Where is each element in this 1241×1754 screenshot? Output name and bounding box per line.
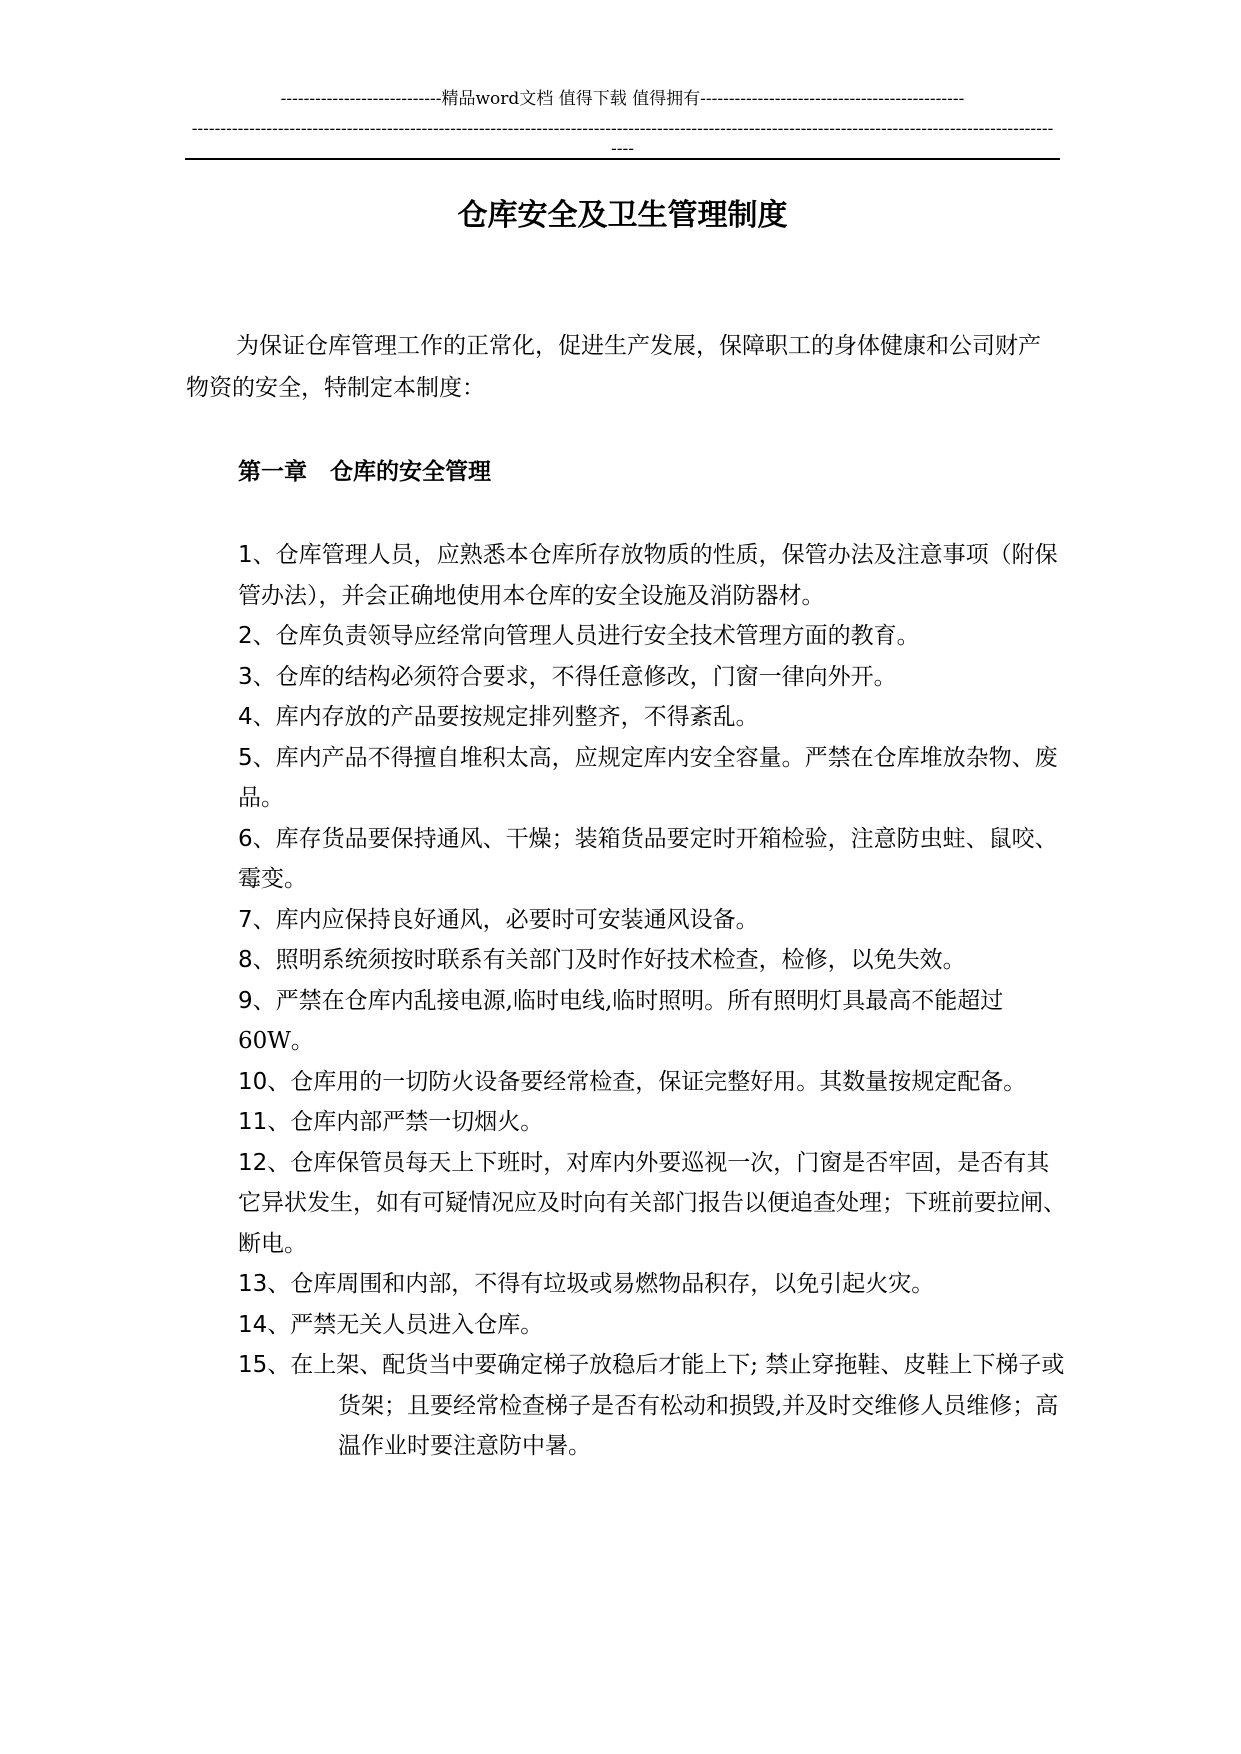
item-number: 15、 [238, 1352, 291, 1378]
item-number: 3、 [238, 663, 276, 690]
item-number: 8、 [238, 947, 276, 973]
item-text: 仓库用的一切防火设备要经常检查，保证完整好用。其数量按规定配备。 [290, 1068, 1027, 1095]
item-text: 库内产品不得擅自堆积太高，应规定库内安全容量。严禁在仓库堆放杂物、废品。 [238, 744, 1058, 811]
list-item [238, 738, 1068, 819]
header-line-1: ----------------------------精品word文档 值得下载 值得拥有---------------------------------------------- [280, 89, 965, 109]
item-text: 仓库周围和内部，不得有垃圾或易燃物品积存，以免引起火灾。 [290, 1271, 935, 1297]
item-number: 10、 [238, 1068, 291, 1095]
item-number: 7、 [238, 906, 276, 933]
item-text: 仓库保管员每天上下班时，对库内外要巡视一次，门窗是否牢固，是否有其它异状发生，如有可疑情况应及时向有关部门报告以便追查处理；下班前要拉闸、断电。 [238, 1149, 1066, 1257]
list-item [238, 535, 1068, 616]
list-item [238, 819, 1068, 900]
list-item [238, 657, 1068, 698]
item-number: 6、 [238, 825, 276, 852]
list-item [238, 1102, 1068, 1143]
item-text: 仓库负责领导应经常向管理人员进行安全技术管理方面的教育。 [275, 623, 920, 649]
item-text: 库内应保持良好通风，必要时可安装通风设备。 [275, 906, 759, 933]
item-number: 12、 [238, 1149, 291, 1176]
item-text: 照明系统须按时联系有关部门及时作好技术检查，检修，以免失效。 [275, 947, 966, 973]
list-item [238, 697, 1068, 738]
list-item [238, 940, 1068, 981]
item-text: 仓库的结构必须符合要求，不得任意修改，门窗一律向外开。 [275, 663, 897, 690]
list-item [238, 1305, 1068, 1346]
list-item [238, 1062, 1068, 1103]
document-title: 仓库安全及卫生管理制度 [457, 198, 788, 233]
header-line-3: ---- [611, 139, 634, 159]
item-text: 仓库内部严禁一切烟火。 [290, 1109, 544, 1135]
list-item [238, 616, 1068, 657]
item-text: 仓库管理人员，应熟悉本仓库所存放物质的性质，保管办法及注意事项（附保管办法），并会正确地使用本仓库的安全设施及消防器材。 [238, 542, 1058, 609]
header-line-2: ------------------------------------------------------------------------------------------------------------------------------------------------------ [191, 119, 1054, 139]
item-text: 严禁在仓库内乱接电源,临时电线,临时照明。所有照明灯具最高不能超过60W。 [238, 987, 1004, 1054]
intro-paragraph: 为保证仓库管理工作的正常化，促进生产发展，保障职工的身体健康和公司财产物资的安全，特制定本制度： [186, 333, 1041, 401]
item-number: 1、 [238, 542, 276, 568]
list-item [238, 1264, 1068, 1305]
item-text: 在上架、配货当中要确定梯子放稳后才能上下; 禁止穿拖鞋、皮鞋上下梯子或货架；且要经常检查梯子是否有松动和损毁,并及时交维修人员维修；高温作业时要注意防中暑。 [290, 1352, 1065, 1459]
list-item [238, 981, 1068, 1062]
item-number: 14、 [238, 1311, 291, 1338]
list-item [238, 900, 1068, 941]
item-number: 5、 [238, 744, 276, 771]
list-item [238, 1345, 1068, 1467]
item-text: 库内存放的产品要按规定排列整齐，不得紊乱。 [275, 704, 759, 730]
item-number: 2、 [238, 623, 276, 649]
chapter-heading: 第一章 仓库的安全管理 [238, 459, 491, 485]
header-rule [185, 158, 1060, 160]
item-number: 4、 [238, 704, 276, 730]
item-number: 13、 [238, 1271, 291, 1297]
item-number: 11、 [238, 1109, 291, 1135]
list-item [238, 1143, 1068, 1265]
item-text: 严禁无关人员进入仓库。 [290, 1311, 544, 1338]
item-number: 9、 [238, 987, 276, 1014]
item-text: 库存货品要保持通风、干燥；装箱货品要定时开箱检验，注意防虫蛀、鼠咬、霉变。 [238, 825, 1058, 892]
rules-list [238, 535, 1068, 1467]
